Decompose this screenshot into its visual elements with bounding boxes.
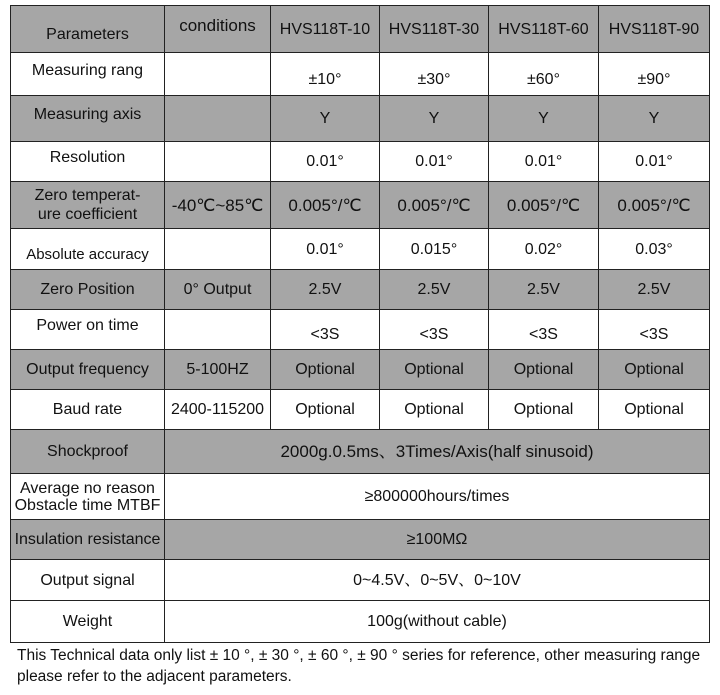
value-cell: Y [380,96,489,142]
merged-value-cell: 100g(without cable) [165,601,710,643]
value-cell: Optional [271,350,380,390]
param-label: Shockproof [11,430,165,474]
value-cell: Y [599,96,710,142]
value-cell: 0.005°/℃ [599,182,710,229]
value-cell: 2.5V [599,270,710,310]
table-row [11,142,710,182]
value-cell: <3S [599,310,710,350]
condition-cell: 5-100HZ [165,350,271,390]
param-label: Weight [11,601,165,643]
table-row [11,560,710,601]
param-label: Measuring axis [11,96,165,142]
value-cell: 2.5V [271,270,380,310]
condition-cell [165,53,271,96]
footnote: This Technical data only list ± 10 °, ± 30 °, ± 60 °, ± 90 ° series for reference, other measuring range please refer to the adjacent parameters. [17,647,701,685]
value-cell: 0.005°/℃ [380,182,489,229]
merged-value-cell: 2000g.0.5ms、3Times/Axis(half sinusoid) [165,430,710,474]
param-label-line2: Obstacle time MTBF [14,496,161,514]
table-row [11,601,710,643]
table-row [11,474,710,520]
param-label: Measuring rang [11,53,165,96]
table-row [11,390,710,430]
value-cell: Optional [489,390,599,430]
value-cell: <3S [380,310,489,350]
value-cell: Optional [489,350,599,390]
value-cell: 0.01° [599,142,710,182]
header-model-60: HVS118T-60 [489,6,599,53]
condition-cell [165,96,271,142]
param-label: Insulation resistance [11,520,165,560]
value-cell: 0.01° [271,142,380,182]
param-label: Output signal [11,560,165,601]
param-label: Baud rate [11,390,165,430]
specification-table [10,5,710,643]
value-cell: Optional [271,390,380,430]
param-label: Zero Position [11,270,165,310]
value-cell: Optional [599,390,710,430]
value-cell: Optional [380,390,489,430]
table-row [11,350,710,390]
condition-cell: 2400-115200 [165,390,271,430]
value-cell: 0.01° [271,229,380,270]
merged-value-cell: ≥100MΩ [165,520,710,560]
param-label [11,474,165,520]
table-row [11,229,710,270]
param-label-line1: Zero temperat- [34,187,141,204]
param-label: Power on time [11,310,165,350]
value-cell: ±90° [599,53,710,96]
table-header-row [11,6,710,53]
value-cell: <3S [489,310,599,350]
table-row [11,520,710,560]
condition-cell: 0° Output [165,270,271,310]
value-cell: 0.01° [380,142,489,182]
condition-cell [165,310,271,350]
value-cell: 2.5V [380,270,489,310]
param-label: Output frequency [11,350,165,390]
condition-cell: -40℃~85℃ [165,182,271,229]
header-model-90: HVS118T-90 [599,6,710,53]
header-conditions: conditions [165,6,271,53]
value-cell: Y [271,96,380,142]
condition-cell [165,229,271,270]
merged-value-cell: ≥800000hours/times [165,474,710,520]
value-cell: ±30° [380,53,489,96]
value-cell: 0.015° [380,229,489,270]
condition-cell [165,142,271,182]
param-label [11,182,165,229]
header-parameters: Parameters [11,6,165,53]
value-cell: 0.02° [489,229,599,270]
value-cell: 0.005°/℃ [489,182,599,229]
table-row [11,430,710,474]
table-row [11,270,710,310]
table-row [11,182,710,229]
param-label: Absolute accuracy [11,229,165,270]
value-cell: Optional [380,350,489,390]
value-cell: 0.01° [489,142,599,182]
value-cell: <3S [271,310,380,350]
merged-value-cell: 0~4.5V、0~5V、0~10V [165,560,710,601]
value-cell: 0.005°/℃ [271,182,380,229]
value-cell: Optional [599,350,710,390]
table-row [11,96,710,142]
value-cell: Y [489,96,599,142]
value-cell: ±10° [271,53,380,96]
table-row [11,53,710,96]
table-row [11,310,710,350]
param-label-line1: Average no reason [20,479,155,497]
header-model-10: HVS118T-10 [271,6,380,53]
value-cell: 2.5V [489,270,599,310]
param-label: Resolution [11,142,165,182]
value-cell: ±60° [489,53,599,96]
value-cell: 0.03° [599,229,710,270]
param-label-line2: ure coefficient [37,206,138,223]
header-model-30: HVS118T-30 [380,6,489,53]
